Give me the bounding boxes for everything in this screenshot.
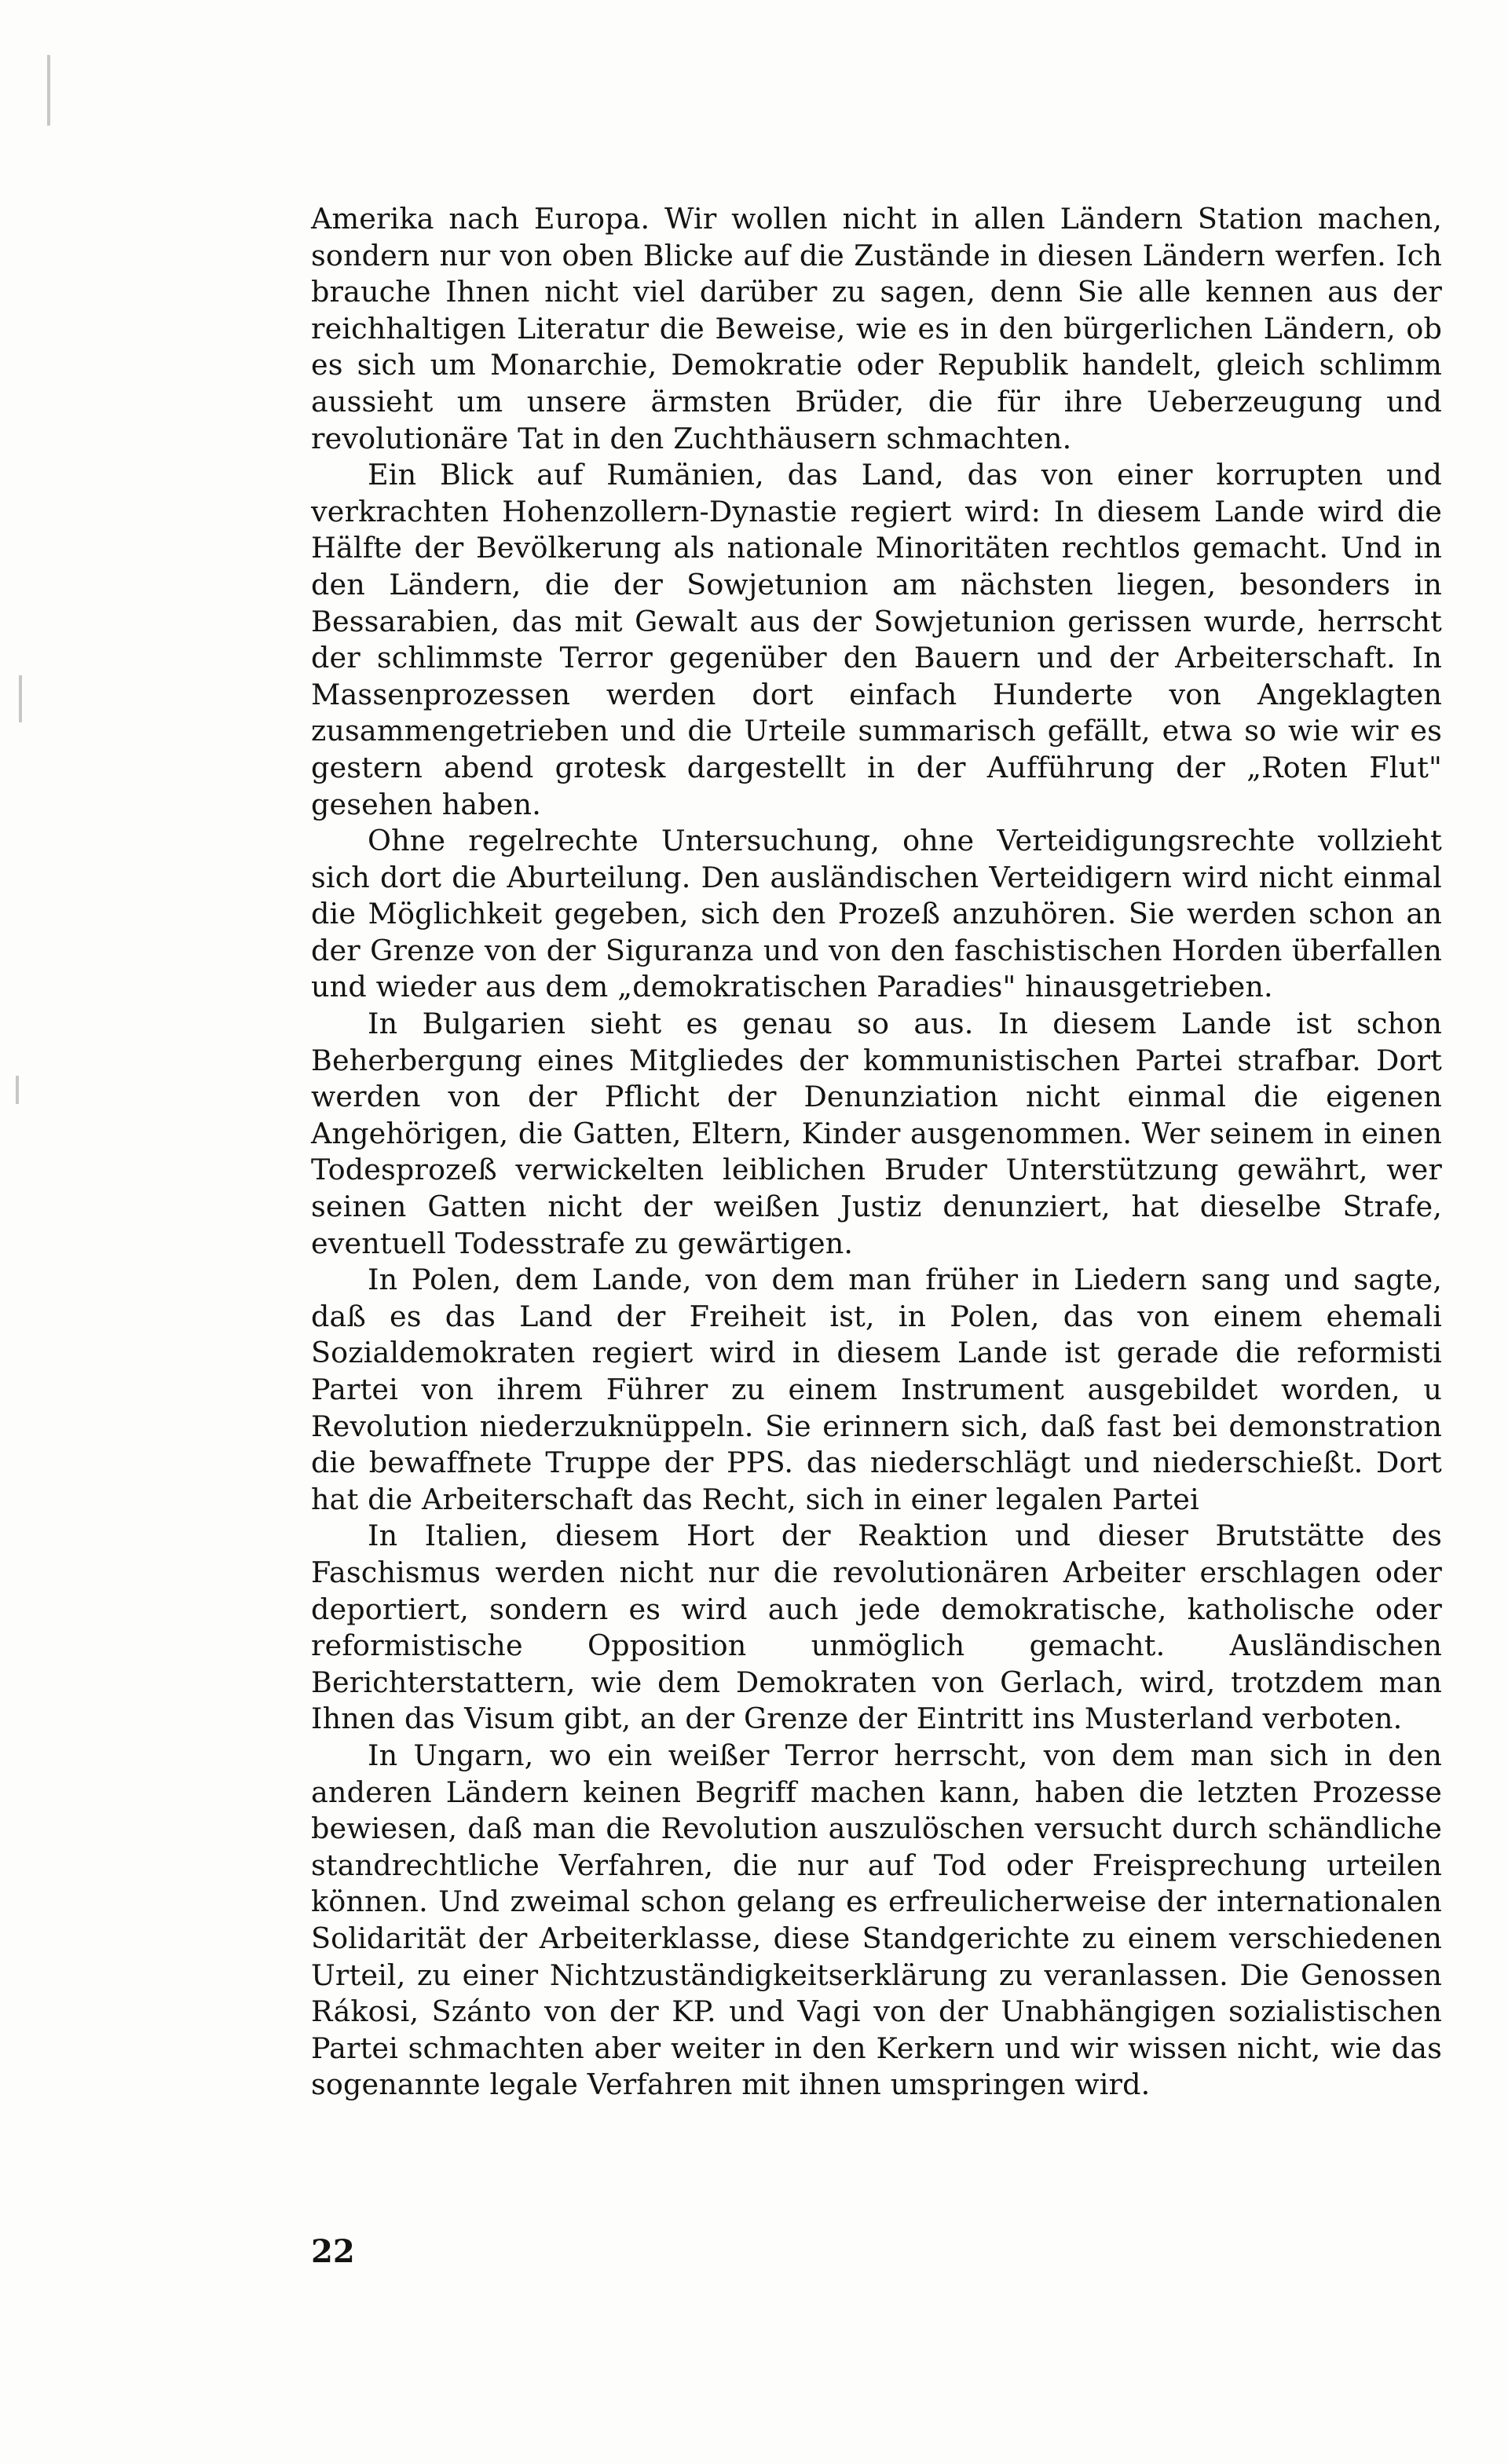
page-number: 22 [311,2233,355,2270]
scan-margin-mark [19,675,22,722]
paragraph: In Italien, diesem Hort der Reaktion und dieser Brutstätte des Faschismus werden nicht nur die revolutionären Arbeiter erschlagen oder deportiert, sondern es wird auch jede demokratische, katholische oder reformistische Opposition unmöglich gemacht. Ausländischen Berichterstattern, wie dem Demokraten von Gerlach, wird, trotzdem man Ihnen das Visum gibt, an der Grenze der Eintritt ins Musterland verboten. [311,1519,1442,1736]
paragraph: Ohne regelrechte Untersuchung, ohne Verteidigungsrechte vollzieht sich dort die Aburteilung. Den ausländischen Verteidigern wird nicht einmal die Möglichkeit gegeben, sich den Prozeß anzuhören. Sie werden schon an der Grenze von der Siguranza und von den faschistischen Horden überfallen und wieder aus dem „demokratischen Paradies" hinausgetrieben. [311,824,1442,1004]
body-text [311,201,1442,2104]
paragraph: Ein Blick auf Rumänien, das Land, das von einer korrupten und verkrachten Hohenzollern-Dynastie regiert wird: In diesem Lande wird die Hälfte der Bevölkerung als nationale Minoritäten rechtlos gemacht. Und in den Ländern, die der Sowjetunion am nächsten liegen, besonders in Bessarabien, das mit Gewalt aus der Sowjetunion gerissen wurde, herrscht der schlimmste Terror gegenüber den Bauern und der Arbeiterschaft. In Massenprozessen werden dort einfach Hunderte von Angeklagten zusammengetrieben und die Urteile summarisch gefällt, etwa so wie wir es gestern abend grotesk dargestellt in der Aufführung der „Roten Flut" gesehen haben. [311,458,1442,821]
paragraph: In Ungarn, wo ein weißer Terror herrscht, von dem man sich in den anderen Ländern keinen Begriff machen kann, haben die letzten Prozesse bewiesen, daß man die Revolution auszulöschen versucht durch schändliche standrechtliche Verfahren, die nur auf Tod oder Freisprechung urteilen können. Und zweimal schon gelang es erfreulicherweise der internationalen Solidarität der Arbeiterklasse, diese Standgerichte zu einem verschiedenen Urteil, zu einer Nichtzuständigkeitserklärung zu veranlassen. Die Genossen Rákosi, Szánto von der KP. und Vagi von der Unabhängigen sozialistischen Partei schmachten aber weiter in den Kerkern und wir wissen nicht, wie das sogenannte legale Verfahren mit ihnen umspringen wird. [311,1738,1442,2102]
scan-margin-mark [47,55,50,126]
scan-margin-mark [16,1076,19,1104]
paragraph: Amerika nach Europa. Wir wollen nicht in allen Ländern Station machen, sondern nur von oben Blicke auf die Zustände in diesen Ländern werfen. Ich brauche Ihnen nicht viel darüber zu sagen, denn Sie alle kennen aus der reichhaltigen Literatur die Beweise, wie es in den bürgerlichen Ländern, ob es sich um Monarchie, Demokratie oder Republik handelt, gleich schlimm aussieht um unsere ärmsten Brüder, die für ihre Ueberzeugung und revolutionäre Tat in den Zuchthäusern schmachten. [311,202,1442,455]
paragraph: In Polen, dem Lande, von dem man früher in Liedern sang und sagte, daß es das Land der Freiheit ist, in Polen, das von einem ehemali Sozialdemokraten regiert wird in diesem Lande ist gerade die reformisti Partei von ihrem Führer zu einem Instrument ausgebildet worden, u Revolution niederzuknüppeln. Sie erinnern sich, daß fast bei demonstration die bewaffnete Truppe der PPS. das niederschlägt und niederschießt. Dort hat die Arbeiterschaft das Recht, sich in einer legalen Partei [311,1263,1442,1516]
paragraph: In Bulgarien sieht es genau so aus. In diesem Lande ist schon Beherbergung eines Mitgliedes der kommunistischen Partei strafbar. Dort werden von der Pflicht der Denunziation nicht einmal die eigenen Angehörigen, die Gatten, Eltern, Kinder ausgenommen. Wer seinem in einen Todesprozeß verwickelten leiblichen Bruder Unterstützung gewährt, wer seinen Gatten nicht der weißen Justiz denunziert, hat dieselbe Strafe, eventuell Todesstrafe zu gewärtigen. [311,1007,1442,1260]
